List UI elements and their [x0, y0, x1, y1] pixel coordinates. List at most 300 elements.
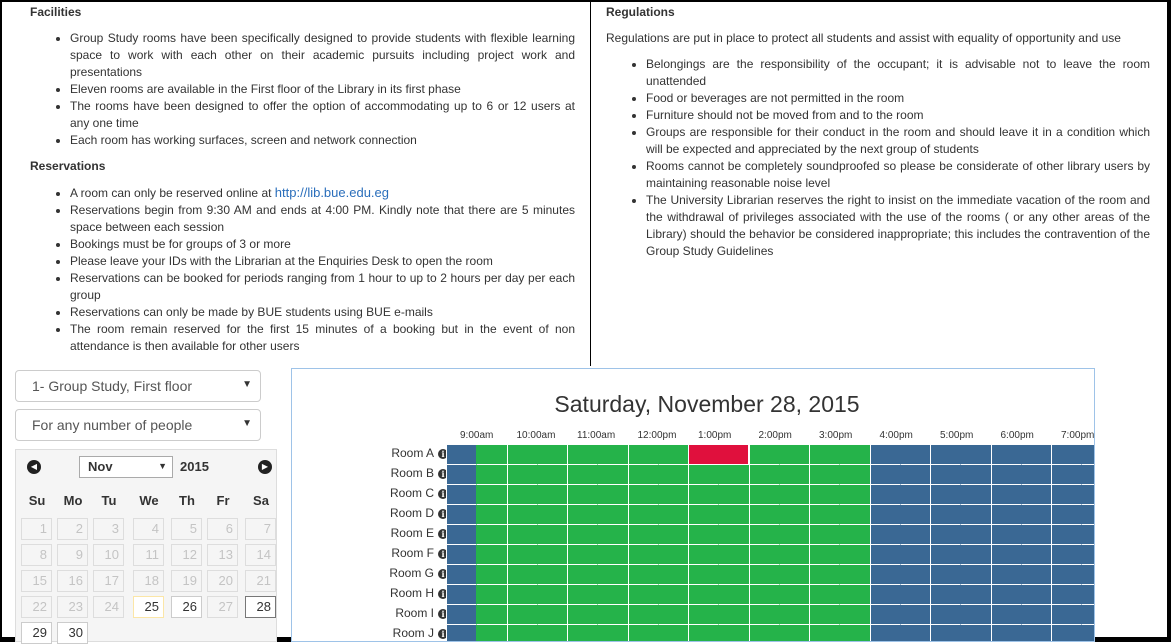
time-slot[interactable] — [628, 505, 658, 525]
time-slot[interactable] — [658, 565, 688, 585]
room-name: Room G — [389, 566, 434, 580]
list-item: • The University Librarian reserves the right to insist on the immediate vacation of the room and the withdrawal of privileges associated with the use of the rooms ( or any other areas of the Library) should the behavior be considered inappropriate; this includes the contravention of the Group Study Guidelines — [646, 192, 1150, 260]
time-slot[interactable] — [718, 565, 748, 585]
info-icon[interactable]: i — [438, 469, 448, 479]
time-slot[interactable] — [658, 465, 688, 485]
time-slot — [960, 505, 990, 525]
facilities-heading: Facilities — [30, 5, 82, 19]
time-slot[interactable] — [507, 605, 537, 625]
time-slot[interactable] — [476, 545, 506, 565]
time-slot[interactable] — [507, 565, 537, 585]
time-slot — [1081, 585, 1095, 605]
time-slot — [991, 545, 1021, 565]
time-slot[interactable] — [809, 505, 839, 525]
time-slot[interactable] — [809, 625, 839, 642]
list-item: • Furniture should not be moved from and to the room — [646, 107, 1150, 124]
time-slot[interactable] — [718, 525, 748, 545]
time-slot[interactable] — [658, 605, 688, 625]
time-slot — [900, 505, 930, 525]
time-slot[interactable] — [597, 485, 627, 505]
time-slot[interactable] — [718, 465, 748, 485]
time-slot[interactable] — [809, 605, 839, 625]
time-label: 7:00pm — [1061, 430, 1095, 441]
location-select[interactable] — [15, 370, 261, 402]
time-slot — [1081, 565, 1095, 585]
time-slot[interactable] — [688, 545, 718, 565]
time-slot[interactable] — [809, 445, 839, 465]
weekday-header: Mo — [63, 493, 83, 508]
time-slot[interactable] — [628, 465, 658, 485]
time-slot[interactable] — [839, 485, 869, 505]
time-slot — [960, 445, 990, 465]
time-slot — [1051, 505, 1081, 525]
time-slot[interactable] — [809, 545, 839, 565]
time-slot — [1051, 485, 1081, 505]
info-icon[interactable]: i — [438, 589, 448, 599]
time-slot — [446, 465, 476, 485]
time-slot[interactable] — [839, 585, 869, 605]
time-slot[interactable] — [839, 625, 869, 642]
time-slot[interactable] — [537, 545, 567, 565]
time-slot — [930, 465, 960, 485]
time-slot[interactable] — [628, 445, 658, 465]
list-item: • Bookings must be for groups of 3 or more — [70, 236, 575, 253]
date-picker — [15, 449, 277, 642]
info-icon[interactable]: i — [438, 509, 448, 519]
time-slot[interactable] — [749, 585, 779, 605]
calendar-day: 9 — [57, 544, 88, 566]
time-slot[interactable] — [537, 625, 567, 642]
reservations-list — [30, 184, 575, 355]
room-name: Room B — [390, 466, 434, 480]
time-slot[interactable] — [749, 525, 779, 545]
time-slot[interactable] — [718, 625, 748, 642]
time-slot — [1081, 505, 1095, 525]
time-slot — [991, 445, 1021, 465]
time-slot[interactable] — [688, 525, 718, 545]
time-slot — [930, 525, 960, 545]
time-slot[interactable] — [567, 545, 597, 565]
calendar-day: 10 — [93, 544, 124, 566]
time-slot — [991, 625, 1021, 642]
time-slot — [930, 485, 960, 505]
time-slot[interactable] — [507, 465, 537, 485]
time-slot — [930, 445, 960, 465]
time-slot[interactable] — [839, 605, 869, 625]
time-slot[interactable] — [809, 485, 839, 505]
calendar-day: 11 — [133, 544, 164, 566]
time-slot[interactable] — [718, 605, 748, 625]
time-slot — [930, 505, 960, 525]
time-slot[interactable] — [779, 445, 809, 465]
reservation-text: A room can only be reserved online at — [70, 186, 275, 200]
time-slot[interactable] — [567, 465, 597, 485]
time-slot — [1081, 545, 1095, 565]
calendar-day: 4 — [133, 518, 164, 540]
time-slot[interactable] — [537, 605, 567, 625]
column-divider — [590, 0, 591, 366]
regulations-heading: Regulations — [606, 5, 675, 19]
regulations-intro: Regulations are put in place to protect all students and assist with equality of opportunity and use — [606, 31, 1121, 45]
time-slot[interactable] — [628, 625, 658, 642]
time-slot — [991, 585, 1021, 605]
time-slot — [960, 465, 990, 485]
time-slot — [1081, 525, 1095, 545]
time-slot[interactable] — [749, 505, 779, 525]
time-slot[interactable] — [779, 585, 809, 605]
time-slot[interactable] — [476, 525, 506, 545]
time-slot — [870, 525, 900, 545]
time-slot — [1051, 445, 1081, 465]
time-slot — [900, 585, 930, 605]
time-slot[interactable] — [597, 465, 627, 485]
room-label — [352, 586, 448, 600]
calendar-day: 1 — [21, 518, 52, 540]
time-slot — [991, 605, 1021, 625]
info-icon[interactable]: i — [438, 629, 448, 639]
time-slot[interactable] — [658, 485, 688, 505]
time-slot — [1081, 605, 1095, 625]
time-slot[interactable] — [628, 545, 658, 565]
time-slot — [870, 465, 900, 485]
time-slot[interactable] — [688, 585, 718, 605]
time-slot[interactable] — [537, 505, 567, 525]
time-slot — [446, 565, 476, 585]
time-label: 3:00pm — [819, 430, 853, 441]
time-slot[interactable] — [688, 485, 718, 505]
calendar-header — [16, 456, 278, 480]
time-slot[interactable] — [688, 465, 718, 485]
weekday-header: Su — [28, 493, 46, 508]
time-slot[interactable] — [507, 445, 537, 465]
time-slot — [1021, 505, 1051, 525]
time-slot — [930, 565, 960, 585]
info-icon[interactable]: i — [438, 529, 448, 539]
time-slot — [960, 485, 990, 505]
weekday-header: Sa — [253, 493, 269, 508]
time-slot[interactable] — [567, 605, 597, 625]
time-slot — [960, 625, 990, 642]
calendar-day: 22 — [21, 596, 52, 618]
room-name: Room F — [391, 546, 434, 560]
time-slot — [446, 585, 476, 605]
time-slot[interactable] — [476, 605, 506, 625]
calendar-day[interactable]: 30 — [57, 622, 88, 644]
calendar-day[interactable]: 25 — [133, 596, 164, 618]
time-slot — [1051, 525, 1081, 545]
time-slot — [960, 565, 990, 585]
calendar-day: 16 — [57, 570, 88, 592]
time-slot[interactable] — [628, 485, 658, 505]
info-icon[interactable]: i — [438, 569, 448, 579]
list-item: • Belongings are the responsibility of the occupant; it is advisable not to leave the room unattended — [646, 56, 1150, 90]
time-slot[interactable] — [839, 445, 869, 465]
time-slot — [1051, 625, 1081, 642]
time-label: 6:00pm — [1000, 430, 1034, 441]
time-slot[interactable] — [779, 505, 809, 525]
time-slot[interactable] — [567, 625, 597, 642]
time-slot — [870, 565, 900, 585]
calendar-day: 3 — [93, 518, 124, 540]
time-slot[interactable] — [597, 445, 627, 465]
time-slot — [900, 545, 930, 565]
calendar-year: 2015 — [180, 459, 209, 474]
time-slot[interactable] — [476, 445, 506, 465]
time-slot[interactable] — [688, 625, 718, 642]
regulations-list — [606, 56, 1150, 260]
time-slot — [1021, 525, 1051, 545]
time-slot[interactable] — [507, 525, 537, 545]
time-slot — [1081, 625, 1095, 642]
list-item: • The room remain reserved for the first 15 minutes of a booking but in the event of non attendance is then available for other users — [70, 321, 575, 355]
time-slot[interactable] — [839, 465, 869, 485]
time-slot[interactable] — [476, 625, 506, 642]
room-name: Room E — [390, 526, 434, 540]
time-slot — [991, 465, 1021, 485]
time-slot[interactable] — [779, 605, 809, 625]
calendar-day[interactable]: 29 — [21, 622, 52, 644]
library-link[interactable]: http://lib.bue.edu.eg — [274, 185, 389, 200]
weekday-header: Fr — [216, 493, 230, 508]
room-name: Room I — [395, 606, 434, 620]
time-slot — [1081, 485, 1095, 505]
info-icon[interactable]: i — [438, 489, 448, 499]
time-slot — [930, 625, 960, 642]
time-slot — [1021, 585, 1051, 605]
time-slot[interactable] — [749, 485, 779, 505]
calendar-day[interactable]: 26 — [171, 596, 202, 618]
room-label — [352, 566, 448, 580]
time-slot — [991, 565, 1021, 585]
time-slot[interactable] — [809, 585, 839, 605]
time-label: 11:00am — [577, 430, 616, 441]
time-slot[interactable] — [749, 565, 779, 585]
time-slot — [1081, 465, 1095, 485]
time-slot[interactable] — [839, 505, 869, 525]
room-name: Room C — [389, 486, 434, 500]
time-slot[interactable] — [507, 545, 537, 565]
time-slot[interactable] — [718, 585, 748, 605]
facilities-list — [30, 30, 575, 149]
calendar-day: 15 — [21, 570, 52, 592]
time-slot — [1021, 625, 1051, 642]
time-slot[interactable] — [718, 545, 748, 565]
time-slot[interactable] — [476, 565, 506, 585]
capacity-select-value: For any number of people — [32, 417, 193, 433]
calendar-day: 12 — [171, 544, 202, 566]
time-slot[interactable] — [567, 505, 597, 525]
info-right-column — [606, 4, 1150, 269]
time-slot[interactable] — [658, 505, 688, 525]
time-slot[interactable] — [779, 625, 809, 642]
time-slot[interactable] — [567, 565, 597, 585]
time-slot[interactable] — [628, 605, 658, 625]
time-slot[interactable] — [537, 485, 567, 505]
time-slot — [1021, 485, 1051, 505]
time-slot[interactable] — [567, 445, 597, 465]
calendar-day[interactable]: 28 — [245, 596, 276, 618]
time-slot[interactable] — [779, 465, 809, 485]
time-slot[interactable] — [718, 505, 748, 525]
time-slot[interactable] — [507, 585, 537, 605]
list-item — [70, 184, 575, 202]
time-slot — [870, 445, 900, 465]
time-slot[interactable] — [658, 585, 688, 605]
time-slot[interactable] — [809, 465, 839, 485]
time-slot — [446, 485, 476, 505]
time-slot[interactable] — [658, 545, 688, 565]
info-icon[interactable]: i — [438, 449, 448, 459]
list-item: • Groups are responsible for their conduct in the room and should leave it in a condition which will be expected and appreciated by the next group of students — [646, 124, 1150, 158]
list-item: • Group Study rooms have been specifically designed to provide students with flexible learning space to work with each other on their academic pursuits including project work and presentations — [70, 30, 575, 81]
caret-down-icon: ▼ — [158, 461, 167, 471]
time-slot[interactable] — [779, 485, 809, 505]
time-slot — [900, 485, 930, 505]
prev-month-icon[interactable]: ◀ — [27, 460, 41, 474]
room-label — [352, 606, 448, 620]
list-item: • Reservations can be booked for periods ranging from 1 hour to up to 2 hours per day per each group — [70, 270, 575, 304]
time-slot[interactable] — [688, 565, 718, 585]
time-slot[interactable] — [476, 505, 506, 525]
time-slot[interactable] — [749, 625, 779, 642]
calendar-day: 2 — [57, 518, 88, 540]
time-slot — [870, 485, 900, 505]
time-slot — [1021, 445, 1051, 465]
time-slot[interactable] — [597, 585, 627, 605]
time-slot[interactable] — [628, 585, 658, 605]
time-slot — [446, 505, 476, 525]
time-slot — [1021, 565, 1051, 585]
time-slot[interactable] — [779, 525, 809, 545]
time-slot — [960, 605, 990, 625]
caret-down-icon: ▼ — [242, 418, 252, 429]
time-slot[interactable] — [476, 585, 506, 605]
time-slot[interactable] — [507, 485, 537, 505]
time-slot — [960, 545, 990, 565]
schedule-date-title: Saturday, November 28, 2015 — [554, 391, 860, 417]
time-slot — [870, 585, 900, 605]
weekday-header: We — [139, 493, 159, 508]
time-slot[interactable] — [476, 465, 506, 485]
time-slot[interactable] — [567, 525, 597, 545]
list-item: • Reservations can only be made by BUE students using BUE e-mails — [70, 304, 575, 321]
time-slot[interactable] — [658, 625, 688, 642]
time-label: 2:00pm — [758, 430, 792, 441]
calendar-day: 18 — [133, 570, 164, 592]
time-slot — [870, 605, 900, 625]
time-slot[interactable] — [597, 605, 627, 625]
time-slot[interactable] — [597, 565, 627, 585]
time-slot[interactable] — [839, 565, 869, 585]
info-left-column — [30, 4, 575, 364]
time-slot — [870, 545, 900, 565]
time-slot[interactable] — [809, 525, 839, 545]
calendar-day: 20 — [207, 570, 238, 592]
time-slot[interactable] — [809, 565, 839, 585]
calendar-day: 14 — [245, 544, 276, 566]
time-slot[interactable] — [839, 545, 869, 565]
room-label — [352, 446, 448, 460]
time-slot — [446, 445, 476, 465]
room-name: Room A — [391, 446, 434, 460]
time-slot — [1051, 585, 1081, 605]
next-month-icon[interactable]: ▶ — [258, 460, 272, 474]
time-slot[interactable] — [779, 565, 809, 585]
time-slot[interactable] — [749, 445, 779, 465]
room-label — [352, 466, 448, 480]
time-slot[interactable] — [749, 545, 779, 565]
time-slot[interactable] — [537, 585, 567, 605]
room-name: Room J — [392, 626, 434, 640]
time-slot — [446, 525, 476, 545]
time-slot[interactable] — [779, 545, 809, 565]
time-slot — [930, 545, 960, 565]
time-slot — [991, 505, 1021, 525]
time-slot — [446, 545, 476, 565]
time-slot — [1051, 465, 1081, 485]
time-slot[interactable] — [537, 565, 567, 585]
time-slot[interactable] — [839, 525, 869, 545]
time-slot[interactable] — [507, 505, 537, 525]
time-slot[interactable] — [718, 485, 748, 505]
time-slot — [960, 585, 990, 605]
time-slot — [900, 625, 930, 642]
time-slot — [991, 525, 1021, 545]
time-slot[interactable] — [749, 605, 779, 625]
time-slot — [900, 605, 930, 625]
calendar-day: 21 — [245, 570, 276, 592]
time-slot[interactable] — [567, 585, 597, 605]
time-slot[interactable] — [658, 525, 688, 545]
time-slot — [1021, 605, 1051, 625]
month-select[interactable] — [79, 456, 173, 478]
time-label: 5:00pm — [940, 430, 974, 441]
time-slot[interactable] — [597, 505, 627, 525]
time-slot[interactable] — [507, 625, 537, 642]
time-slot — [900, 445, 930, 465]
info-icon[interactable]: i — [438, 549, 448, 559]
time-label: 9:00am — [460, 430, 494, 441]
time-slot[interactable] — [597, 545, 627, 565]
time-slot[interactable] — [628, 525, 658, 545]
calendar-day: 7 — [245, 518, 276, 540]
time-slot[interactable] — [567, 485, 597, 505]
info-icon[interactable]: i — [438, 609, 448, 619]
time-slot[interactable] — [628, 565, 658, 585]
time-slot[interactable] — [688, 505, 718, 525]
capacity-select[interactable] — [15, 409, 261, 441]
time-slot — [930, 585, 960, 605]
list-item: • Food or beverages are not permitted in the room — [646, 90, 1150, 107]
time-slot[interactable] — [597, 525, 627, 545]
time-slot[interactable] — [658, 445, 688, 465]
calendar-day: 23 — [57, 596, 88, 618]
time-slot[interactable] — [476, 485, 506, 505]
list-item: • Each room has working surfaces, screen and network connection — [70, 132, 575, 149]
time-slot — [1021, 545, 1051, 565]
time-slot[interactable] — [537, 445, 567, 465]
time-slot — [900, 465, 930, 485]
time-slot — [446, 605, 476, 625]
time-slot[interactable] — [537, 525, 567, 545]
time-slot[interactable] — [537, 465, 567, 485]
time-slot — [930, 605, 960, 625]
time-slot — [991, 485, 1021, 505]
time-slot[interactable] — [688, 605, 718, 625]
time-slot[interactable] — [597, 625, 627, 642]
time-slot[interactable] — [749, 465, 779, 485]
calendar-day: 27 — [207, 596, 238, 618]
